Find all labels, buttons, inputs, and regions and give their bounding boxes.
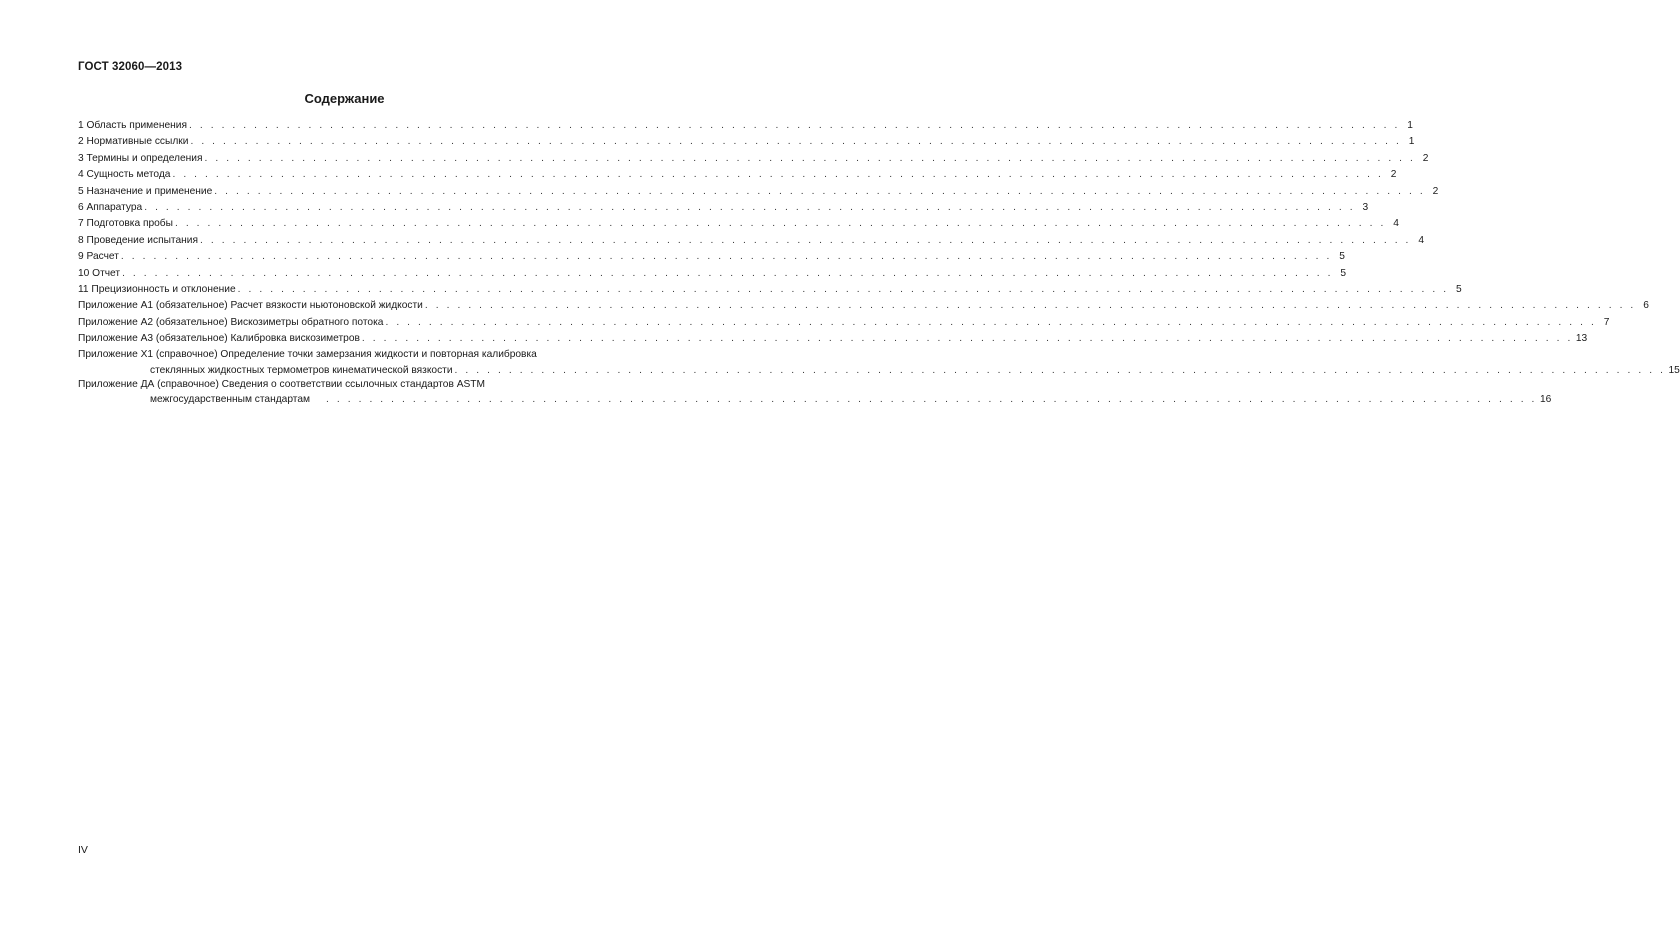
toc-entry[interactable]	[78, 282, 1462, 298]
dot-leader: . . . . . . . . . . . . . . . . . . . . . . . . . . . . . . . . . . . . . . . . . . . . . . . . . . . . . . . . . . . . . . . . . . . . . . . . . . . . . . . . . . . . . . . . . . . . . . . . . . . . . . . . . . . . . . . .	[144, 201, 1356, 213]
toc-entry-label: 5 Назначение и применение	[78, 185, 213, 197]
toc-entry-page: 2	[1390, 169, 1397, 181]
toc-entry-label: Приложение ДА (справочное) Сведения о соответствии ссылочных стандартов ASTM	[78, 378, 486, 390]
dot-leader: . . . . . . . . . . . . . . . . . . . . . . . . . . . . . . . . . . . . . . . . . . . . . . . . . . . . . . . . . . . . . . . . . . . . . . . . . . . . . . . . . . . . . . . . . . . . . . . . . . . . . . . . . . . . . . . .	[188, 120, 1400, 131]
toc-entry-page: 4	[1418, 234, 1424, 246]
toc-entry-label: 3 Термины и определения	[78, 152, 203, 164]
toc-entry[interactable]	[78, 298, 1649, 314]
toc-entry[interactable]	[78, 151, 1429, 167]
toc-entry-page: 5	[1339, 251, 1345, 263]
toc-entry-page: 5	[1455, 283, 1462, 295]
toc-entry-label: 1 Область применения	[78, 120, 187, 131]
toc-entry-page: 15	[1668, 364, 1680, 376]
toc-entry-page: 5	[1340, 267, 1347, 279]
toc-entry[interactable]	[78, 266, 1347, 282]
toc-entry[interactable]	[78, 167, 1397, 183]
dot-leader: . . . . . . . . . . . . . . . . . . . . . . . . . . . . . . . . . . . . . . . . . . . . . . . . . . . . . . . . . . . . . . . . . . . . . . . . . . . . . . . . . . . . . . . . . . . . . . . . . . . . . . . . . . . . . . . .	[424, 300, 1636, 312]
dot-leader: . . . . . . . . . . . . . . . . . . . . . . . . . . . . . . . . . . . . . . . . . . . . . . . . . . . . . . . . . . . . . . . . . . . . . . . . . . . . . . . . . . . . . . . . . . . . . . . . . . . . . . . . . . . . . . . .	[174, 218, 1386, 230]
toc-entry-label: 7 Подготовка пробы	[78, 218, 173, 230]
dot-leader: . . . . . . . . . . . . . . . . . . . . . . . . . . . . . . . . . . . . . . . . . . . . . . . . . . . . . . . . . . . . . . . . . . . . . . . . . . . . . . . . . . . . . . . . . . . . . . . . . . . . . . . . . . . . . . . .	[385, 316, 1597, 328]
toc-entry-label: Приложение А2 (обязательное) Вискозиметры обратного потока	[78, 316, 384, 328]
toc-entry-page: 2	[1432, 185, 1439, 197]
toc-entry-page: 6	[1643, 300, 1649, 312]
dot-leader: . . . . . . . . . . . . . . . . . . . . . . . . . . . . . . . . . . . . . . . . . . . . . . . . . . . . . . . . . . . . . . . . . . . . . . . . . . . . . . . . . . . . . . . . . . . . . . . . . . . . . . . . . . . . . . . .	[214, 185, 1426, 197]
dot-leader: . . . . . . . . . . . . . . . . . . . . . . . . . . . . . . . . . . . . . . . . . . . . . . . . . . . . . . . . . . . . . . . . . . . . . . . . . . . . . . . . . . . . . . . . . . . . . . . . . . . . . . . . . . . . . . . .	[122, 267, 1334, 279]
toc-entry-page: 3	[1362, 201, 1369, 213]
dot-leader: . . . . . . . . . . . . . . . . . . . . . . . . . . . . . . . . . . . . . . . . . . . . . . . . . . . . . . . . . . . . . . . . . . . . . . . . . . . . . . . . . . . . . . . . . . . . . . . . . . . . . . . . . . . . . . . .	[200, 234, 1411, 246]
toc-entry-page: 2	[1422, 152, 1429, 164]
dot-leader: . . . . . . . . . . . . . . . . . . . . . . . . . . . . . . . . . . . . . . . . . . . . . . . . . . . . . . . . . . . . . . . . . . . . . . . . . . . . . . . . . . . . . . . . . . . . . . . . . . . . . . . . . . . . . . . .	[190, 136, 1402, 148]
table-of-contents	[78, 118, 1680, 407]
document-header	[78, 61, 182, 73]
standard-number: ГОСТ 32060—2013	[78, 61, 183, 73]
toc-entry[interactable]	[78, 118, 1413, 134]
toc-entry-label: 10 Отчет	[78, 267, 121, 279]
toc-entry-label-continuation: межгосударственным стандартам	[150, 394, 310, 406]
dot-leader: . . . . . . . . . . . . . . . . . . . . . . . . . . . . . . . . . . . . . . . . . . . . . . . . . . . . . . . . . . . . . . . . . . . . . . . . . . . . . . . . . . . . . . . . . . . . . . . . . . . . . . . . . . . . . . . .	[120, 251, 1332, 263]
toc-entry-label-continuation: стеклянных жидкостных термометров кинематической вязкости	[150, 364, 453, 376]
toc-entry-label: 8 Проведение испытания	[78, 234, 198, 246]
toc-entry-label: Приложение А3 (обязательное) Калибровка вискозиметров	[78, 333, 360, 345]
toc-entry-label: 11 Прецизионность и отклонение	[78, 283, 236, 295]
toc-entry[interactable]	[78, 134, 1415, 150]
toc-entry-page: 13	[1575, 333, 1588, 345]
toc-entry[interactable]	[78, 200, 1369, 216]
toc-entry[interactable]	[78, 233, 1424, 249]
toc-entry-appendix-da[interactable]	[78, 378, 1552, 407]
dot-leader: . . . . . . . . . . . . . . . . . . . . . . . . . . . . . . . . . . . . . . . . . . . . . . . . . . . . . . . . . . . . . . . . . . . . . . . . . . . . . . . . . . . . . . . . . . . . . . . . . . . . . . . . . . . . . . . .	[204, 152, 1416, 164]
toc-entry[interactable]	[78, 315, 1610, 331]
toc-entry-label: Приложение А1 (обязательное) Расчет вязкости ньютоновской жидкости	[78, 300, 423, 312]
toc-entry[interactable]	[78, 249, 1345, 265]
toc-entry-label: 6 Аппаратура	[78, 201, 143, 213]
dot-leader: . . . . . . . . . . . . . . . . . . . . . . . . . . . . . . . . . . . . . . . . . . . . . . . . . . . . . . . . . . . . . . . . . . . . . . . . . . . . . . . . . . . . . . . . . . . . . . . . . . . . . . . . . . . . . . . .	[361, 333, 1573, 345]
toc-entry-label: 9 Расчет	[78, 251, 119, 263]
toc-entry-page: 16	[1539, 394, 1552, 406]
toc-entry-page: 1	[1407, 120, 1413, 131]
toc-entry[interactable]	[78, 216, 1399, 232]
toc-entry-page: 7	[1603, 316, 1610, 328]
dot-leader: . . . . . . . . . . . . . . . . . . . . . . . . . . . . . . . . . . . . . . . . . . . . . . . . . . . . . . . . . . . . . . . . . . . . . . . . . . . . . . . . . . . . . . . . . . . . . . . . . . . . . . . . . . . . . . . .	[172, 169, 1384, 181]
toc-entry-label: Приложение Х1 (справочное) Определение точки замерзания жидкости и повторная калибровка	[78, 349, 537, 361]
toc-entry-label: 2 Нормативные ссылки	[78, 136, 189, 148]
page-number: IV	[78, 844, 88, 856]
toc-entry[interactable]	[78, 331, 1588, 347]
toc-entry-page: 4	[1393, 218, 1399, 230]
toc-entry-appendix-x1[interactable]	[78, 348, 1680, 377]
dot-leader: . . . . . . . . . . . . . . . . . . . . . . . . . . . . . . . . . . . . . . . . . . . . . . . . . . . . . . . . . . . . . . . . . . . . . . . . . . . . . . . . . . . . . . . . . . . . . . . . . . . . . . . . . . . . . . . .	[237, 283, 1449, 295]
page-title: Содержание	[304, 91, 385, 106]
toc-entry-page: 1	[1408, 136, 1415, 148]
toc-entry-label: 4 Сущность метода	[78, 169, 171, 181]
dot-leader: . . . . . . . . . . . . . . . . . . . . . . . . . . . . . . . . . . . . . . . . . . . . . . . . . . . . . . . . . . . . . . . . . . . . . . . . . . . . . . . . . . . . . . . . . . . . . . . . . . . . . . . . . . . . . . . .	[326, 394, 1537, 406]
toc-entry[interactable]	[78, 184, 1439, 200]
dot-leader: . . . . . . . . . . . . . . . . . . . . . . . . . . . . . . . . . . . . . . . . . . . . . . . . . . . . . . . . . . . . . . . . . . . . . . . . . . . . . . . . . . . . . . . . . . . . . . . . . . . . . . . . . . . . . . . .	[454, 364, 1666, 376]
